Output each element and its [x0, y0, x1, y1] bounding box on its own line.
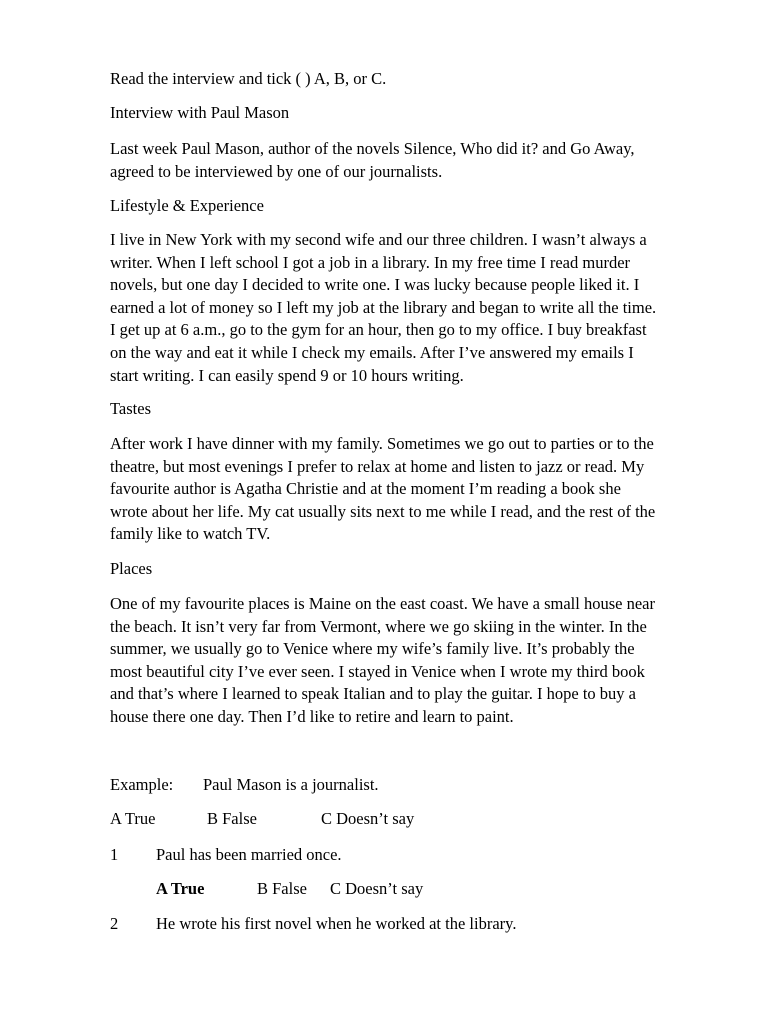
paragraph-line: novels, but one day I decided to write one. I was lucky because people liked it. I — [110, 275, 640, 295]
paragraph-line: family like to watch TV. — [110, 524, 271, 544]
places-paragraph — [110, 593, 710, 729]
tastes-paragraph — [110, 433, 710, 546]
paragraph-line: theatre, but most evenings I prefer to relax at home and listen to jazz or read. My — [110, 456, 645, 476]
example-label: Example: — [110, 775, 174, 794]
question-statement: He wrote his first novel when he worked at the library. — [156, 914, 517, 933]
example-option-b[interactable]: B False — [207, 809, 257, 828]
question-statement: Paul has been married once. — [156, 845, 342, 864]
lifestyle-paragraph — [110, 229, 710, 387]
example-statement: Paul Mason is a journalist. — [203, 775, 379, 794]
question-number: 1 — [110, 845, 119, 864]
question-1-option-b[interactable]: B False — [257, 879, 307, 898]
question-1-option-a-selected[interactable]: A True — [156, 879, 205, 898]
paragraph-line: I get up at 6 a.m., go to the gym for an hour, then go to my office. I buy breakfast — [110, 320, 647, 340]
intro-line: Last week Paul Mason, author of the novels Silence, Who did it? and Go Away, — [110, 139, 635, 158]
paragraph-line: house there one day. Then I’d like to retire and learn to paint. — [110, 706, 514, 726]
paragraph-line: After work I have dinner with my family. Sometimes we go out to parties or to the — [110, 434, 654, 453]
paragraph-line: earned a lot of money so I left my job at the library and began to write all the time. — [110, 297, 657, 317]
intro-line: agreed to be interviewed by one of our journalists. — [110, 161, 443, 181]
question-1-option-c[interactable]: C Doesn’t say — [330, 879, 424, 898]
paragraph-line: the beach. It isn’t very far from Vermont, where we go skiing in the winter. In the — [110, 616, 647, 636]
paragraph-line: and that’s where I learned to speak Italian and to play the guitar. I hope to buy a — [110, 684, 636, 704]
paragraph-line: I live in New York with my second wife and our three children. I wasn’t always a — [110, 230, 647, 249]
example-option-c[interactable]: C Doesn’t say — [321, 809, 415, 828]
paragraph-line: on the way and eat it while I check my emails. After I’ve answered my emails I — [110, 342, 634, 362]
example-option-a[interactable]: A True — [110, 809, 156, 828]
paragraph-line: writer. When I left school I got a job in a library. In my free time I read murder — [110, 252, 631, 272]
section-heading-lifestyle: Lifestyle & Experience — [110, 196, 264, 215]
section-heading-tastes: Tastes — [110, 399, 152, 418]
question-number: 2 — [110, 914, 119, 933]
paragraph-line: most beautiful city I’ve ever seen. I stayed in Venice when I wrote my third book — [110, 661, 645, 681]
intro-paragraph — [110, 138, 710, 183]
paragraph-line: summer, we usually go to Venice where my wife’s family live. It’s probably the — [110, 639, 635, 659]
instruction-text: Read the interview and tick ( ) A, B, or C. — [110, 69, 387, 88]
paragraph-line: One of my favourite places is Maine on the east coast. We have a small house near — [110, 594, 655, 613]
section-heading-places: Places — [110, 559, 153, 578]
paragraph-line: start writing. I can easily spend 9 or 10 hours writing. — [110, 365, 464, 385]
paragraph-line: wrote about her life. My cat usually sits next to me while I read, and the rest of the — [110, 501, 656, 521]
paragraph-line: favourite author is Agatha Christie and at the moment I’m reading a book she — [110, 479, 621, 499]
interview-title: Interview with Paul Mason — [110, 103, 290, 122]
